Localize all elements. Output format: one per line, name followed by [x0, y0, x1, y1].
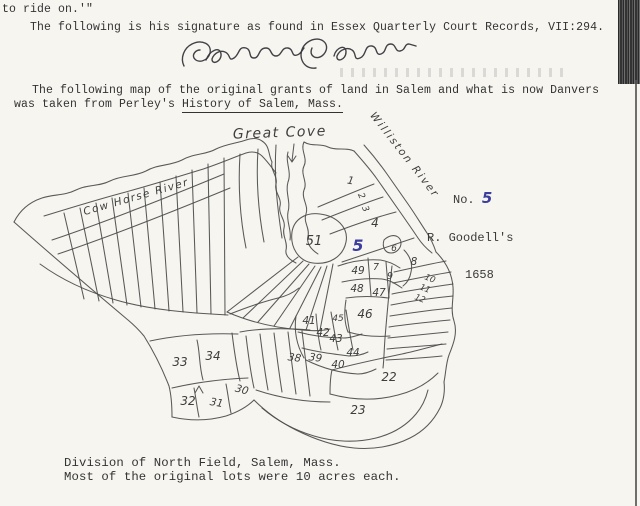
- lot-number-4: 4: [371, 216, 379, 230]
- lot-number-38: 38: [286, 351, 302, 365]
- map-label-cow-horse-river: Cow Horse River: [81, 176, 191, 218]
- lot-number-46: 46: [357, 307, 373, 321]
- lot-number-51: 51: [305, 234, 323, 249]
- lot-number-10: 10: [422, 272, 437, 286]
- scan-artifact-line: [635, 80, 637, 506]
- lot-number-6: 6: [391, 244, 397, 254]
- signature-intro-text: The following is his signature as found in Essex Quarterly Court Records, VII:294.: [30, 21, 605, 34]
- lot-number-47: 47: [372, 287, 386, 299]
- lot-number-39: 39: [307, 351, 323, 365]
- great-cove-arrow: [288, 144, 296, 162]
- lot-number-33: 33: [172, 355, 188, 369]
- scan-smudge: [340, 68, 570, 77]
- lot-number-30: 30: [233, 382, 250, 398]
- lot-51-fan: [227, 214, 346, 331]
- left-strip-lots: [40, 158, 230, 315]
- lot-number-3: 3: [359, 204, 371, 214]
- lot-number-8: 8: [410, 256, 418, 268]
- map-annotation: [427, 168, 513, 307]
- lot-number-5: 5: [352, 236, 364, 255]
- lot-number-44: 44: [346, 347, 360, 359]
- lot-number-48: 48: [350, 283, 364, 295]
- lot-number-43: 43: [329, 333, 343, 345]
- lot-number-12: 12: [412, 292, 427, 306]
- lot-number-9: 9: [386, 271, 394, 282]
- lot-number-45: 45: [332, 314, 344, 324]
- signature-drawing: [182, 39, 416, 68]
- lot-number-1: 1: [346, 174, 355, 188]
- lot-number-49: 49: [351, 265, 365, 277]
- lot-number-22: 22: [381, 370, 397, 384]
- lot-number-11: 11: [417, 282, 432, 296]
- annotation-owner: R. Goodell's: [427, 230, 514, 245]
- scan-artifact-band: [618, 0, 640, 84]
- lot-number-40: 40: [331, 359, 345, 371]
- map-caption-line2: Most of the original lots were 10 acres each.: [64, 470, 401, 484]
- map-outline: [14, 222, 455, 449]
- annotation-no-value: 5: [481, 189, 493, 207]
- map-intro-line1: The following map of the original grants of land in Salem and what is now Danvers: [32, 84, 600, 97]
- lot-number-7: 7: [372, 262, 380, 273]
- map-label-great-cove: Great Cove: [232, 123, 328, 143]
- map-place-labels: [82, 110, 442, 218]
- annotation-no-label: No.: [453, 193, 475, 207]
- lot-number-42: 42: [316, 327, 330, 339]
- annotation-year: 1658: [465, 268, 494, 282]
- map-label-williston-river: Williston River: [367, 109, 442, 201]
- book-title-underlined: History of Salem, Mass.: [182, 98, 344, 111]
- lot-number-31: 31: [208, 395, 225, 411]
- map-caption-line1: Division of North Field, Salem, Mass.: [64, 456, 341, 470]
- lot-number-23: 23: [350, 403, 366, 417]
- map-intro-line2-prefix: was taken from Perley's: [14, 98, 183, 111]
- lot-number-34: 34: [205, 349, 221, 363]
- lot-number-2: 2: [355, 191, 367, 201]
- lot-number-41: 41: [302, 315, 316, 327]
- lot-number-32: 32: [180, 394, 196, 408]
- body-text-fragment: to ride on.'": [2, 3, 94, 16]
- northeast-lot-lines: [318, 184, 414, 298]
